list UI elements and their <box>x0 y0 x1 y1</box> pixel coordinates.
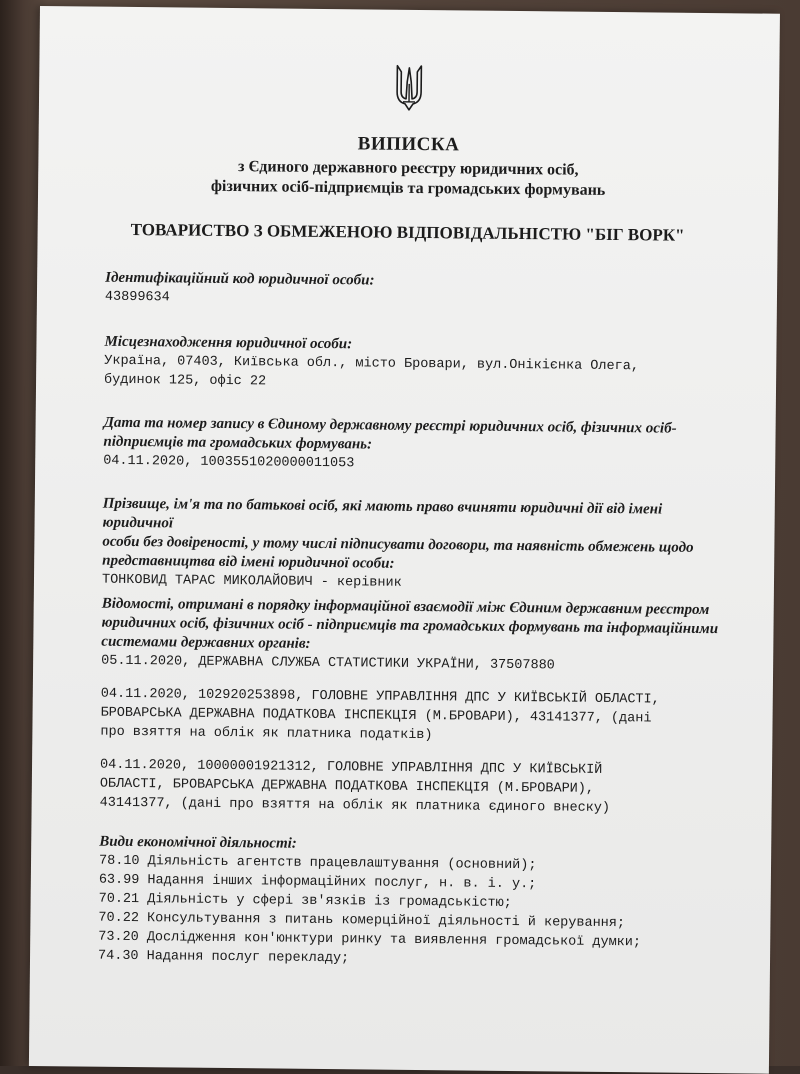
activity-item: 63.99 Надання інших інформаційних послуг, н. в. і. у.; <box>99 871 719 896</box>
id-code-section <box>105 269 725 313</box>
location-label: Місцезнаходження юридичної особи: <box>104 333 724 358</box>
activity-item: 74.30 Надання послуг перекладу; <box>98 947 718 972</box>
signatory-label-line2: особи без довіреності, у тому числі підписувати договори, та наявність обмежень щодо <box>102 533 722 558</box>
location-section <box>104 333 725 396</box>
document-page <box>29 6 780 1074</box>
interaction-label-line2: юридичних осіб, фізичних осіб - підприємців та громадських формувань та інформаційними <box>101 614 721 639</box>
interaction-entry-3-line2: ОБЛАСТІ, БРОВАРСЬКА ДЕРЖАВНА ПОДАТКОВА ІНСПЕКЦІЯ (М.БРОВАРИ), <box>100 775 720 800</box>
trident-icon <box>394 62 425 114</box>
interaction-section <box>100 595 722 819</box>
signatory-value: ТОНКОВИД ТАРАС МИКОЛАЙОВИЧ - керівник <box>102 571 722 596</box>
document-subtitle-line1: з Єдиного державного реєстру юридичних осіб, <box>38 156 778 182</box>
interaction-label-line3: системами державних органів: <box>101 633 721 658</box>
activity-item: 73.20 Дослідження кон'юнктури ринку та виявлення громадської думки; <box>98 928 718 953</box>
location-line2: будинок 125, офіс 22 <box>104 371 724 396</box>
registration-value: 04.11.2020, 1003551020000011053 <box>103 452 723 477</box>
interaction-entry-2-line2: БРОВАРСЬКА ДЕРЖАВНА ПОДАТКОВА ІНСПЕКЦІЯ (М.БРОВАРИ), 43141377, (дані <box>100 704 720 729</box>
company-name: ТОВАРИСТВО З ОБМЕЖЕНОЮ ВІДПОВІДАЛЬНІСТЮ "БІГ ВОРК" <box>38 219 778 247</box>
interaction-entry-1: 05.11.2020, ДЕРЖАВНА СЛУЖБА СТАТИСТИКИ УКРАЇНИ, 37507880 <box>101 652 721 677</box>
document-subtitle-line2: фізичних осіб-підприємців та громадських формувань <box>38 176 778 202</box>
signatory-label-line3: представництва від імені юридичної особи: <box>102 552 722 577</box>
id-code-value: 43899634 <box>105 288 725 313</box>
activity-item: 70.21 Діяльність у сфері зв'язків із громадськістю; <box>99 890 719 915</box>
registration-section <box>103 414 724 477</box>
id-code-label: Ідентифікаційний код юридичної особи: <box>105 269 725 294</box>
interaction-entry-3-line3: 43141377, (дані про взяття на облік як платника єдиного внеску) <box>100 794 720 819</box>
activities-list <box>98 852 719 972</box>
document-title: ВИПИСКА <box>38 130 778 160</box>
interaction-entry-2-line1: 04.11.2020, 102920253898, ГОЛОВНЕ УПРАВЛІННЯ ДПС У КИЇВСЬКІЙ ОБЛАСТІ, <box>101 685 721 710</box>
interaction-entry-3-line1: 04.11.2020, 10000001921312, ГОЛОВНЕ УПРАВЛІННЯ ДПС У КИЇВСЬКІЙ <box>100 756 720 781</box>
registration-label-line1: Дата та номер запису в Єдиному державному реєстрі юридичних осіб, фізичних осіб- <box>104 414 724 439</box>
interaction-label-line1: Відомості, отримані в порядку інформаційної взаємодії між Єдиним державним реєстром <box>102 595 722 620</box>
interaction-entry-2-line3: про взяття на облік як платника податків) <box>100 723 720 748</box>
registration-label-line2: підприємців та громадських формувань: <box>103 433 723 458</box>
activities-section <box>98 833 719 972</box>
signatory-section <box>102 495 723 596</box>
activity-item: 78.10 Діяльність агентств працевлаштування (основний); <box>99 852 719 877</box>
activity-item: 70.22 Консультування з питань комерційної діяльності й керування; <box>98 909 718 934</box>
location-line1: Україна, 07403, Київська обл., місто Бровари, вул.Онікієнка Олега, <box>104 352 724 377</box>
signatory-label-line1: Прізвище, ім'я та по батькові осіб, які мають право вчиняти юридичні дії від імені юридичної <box>102 495 722 539</box>
activities-label: Види економічної діяльності: <box>99 833 719 858</box>
